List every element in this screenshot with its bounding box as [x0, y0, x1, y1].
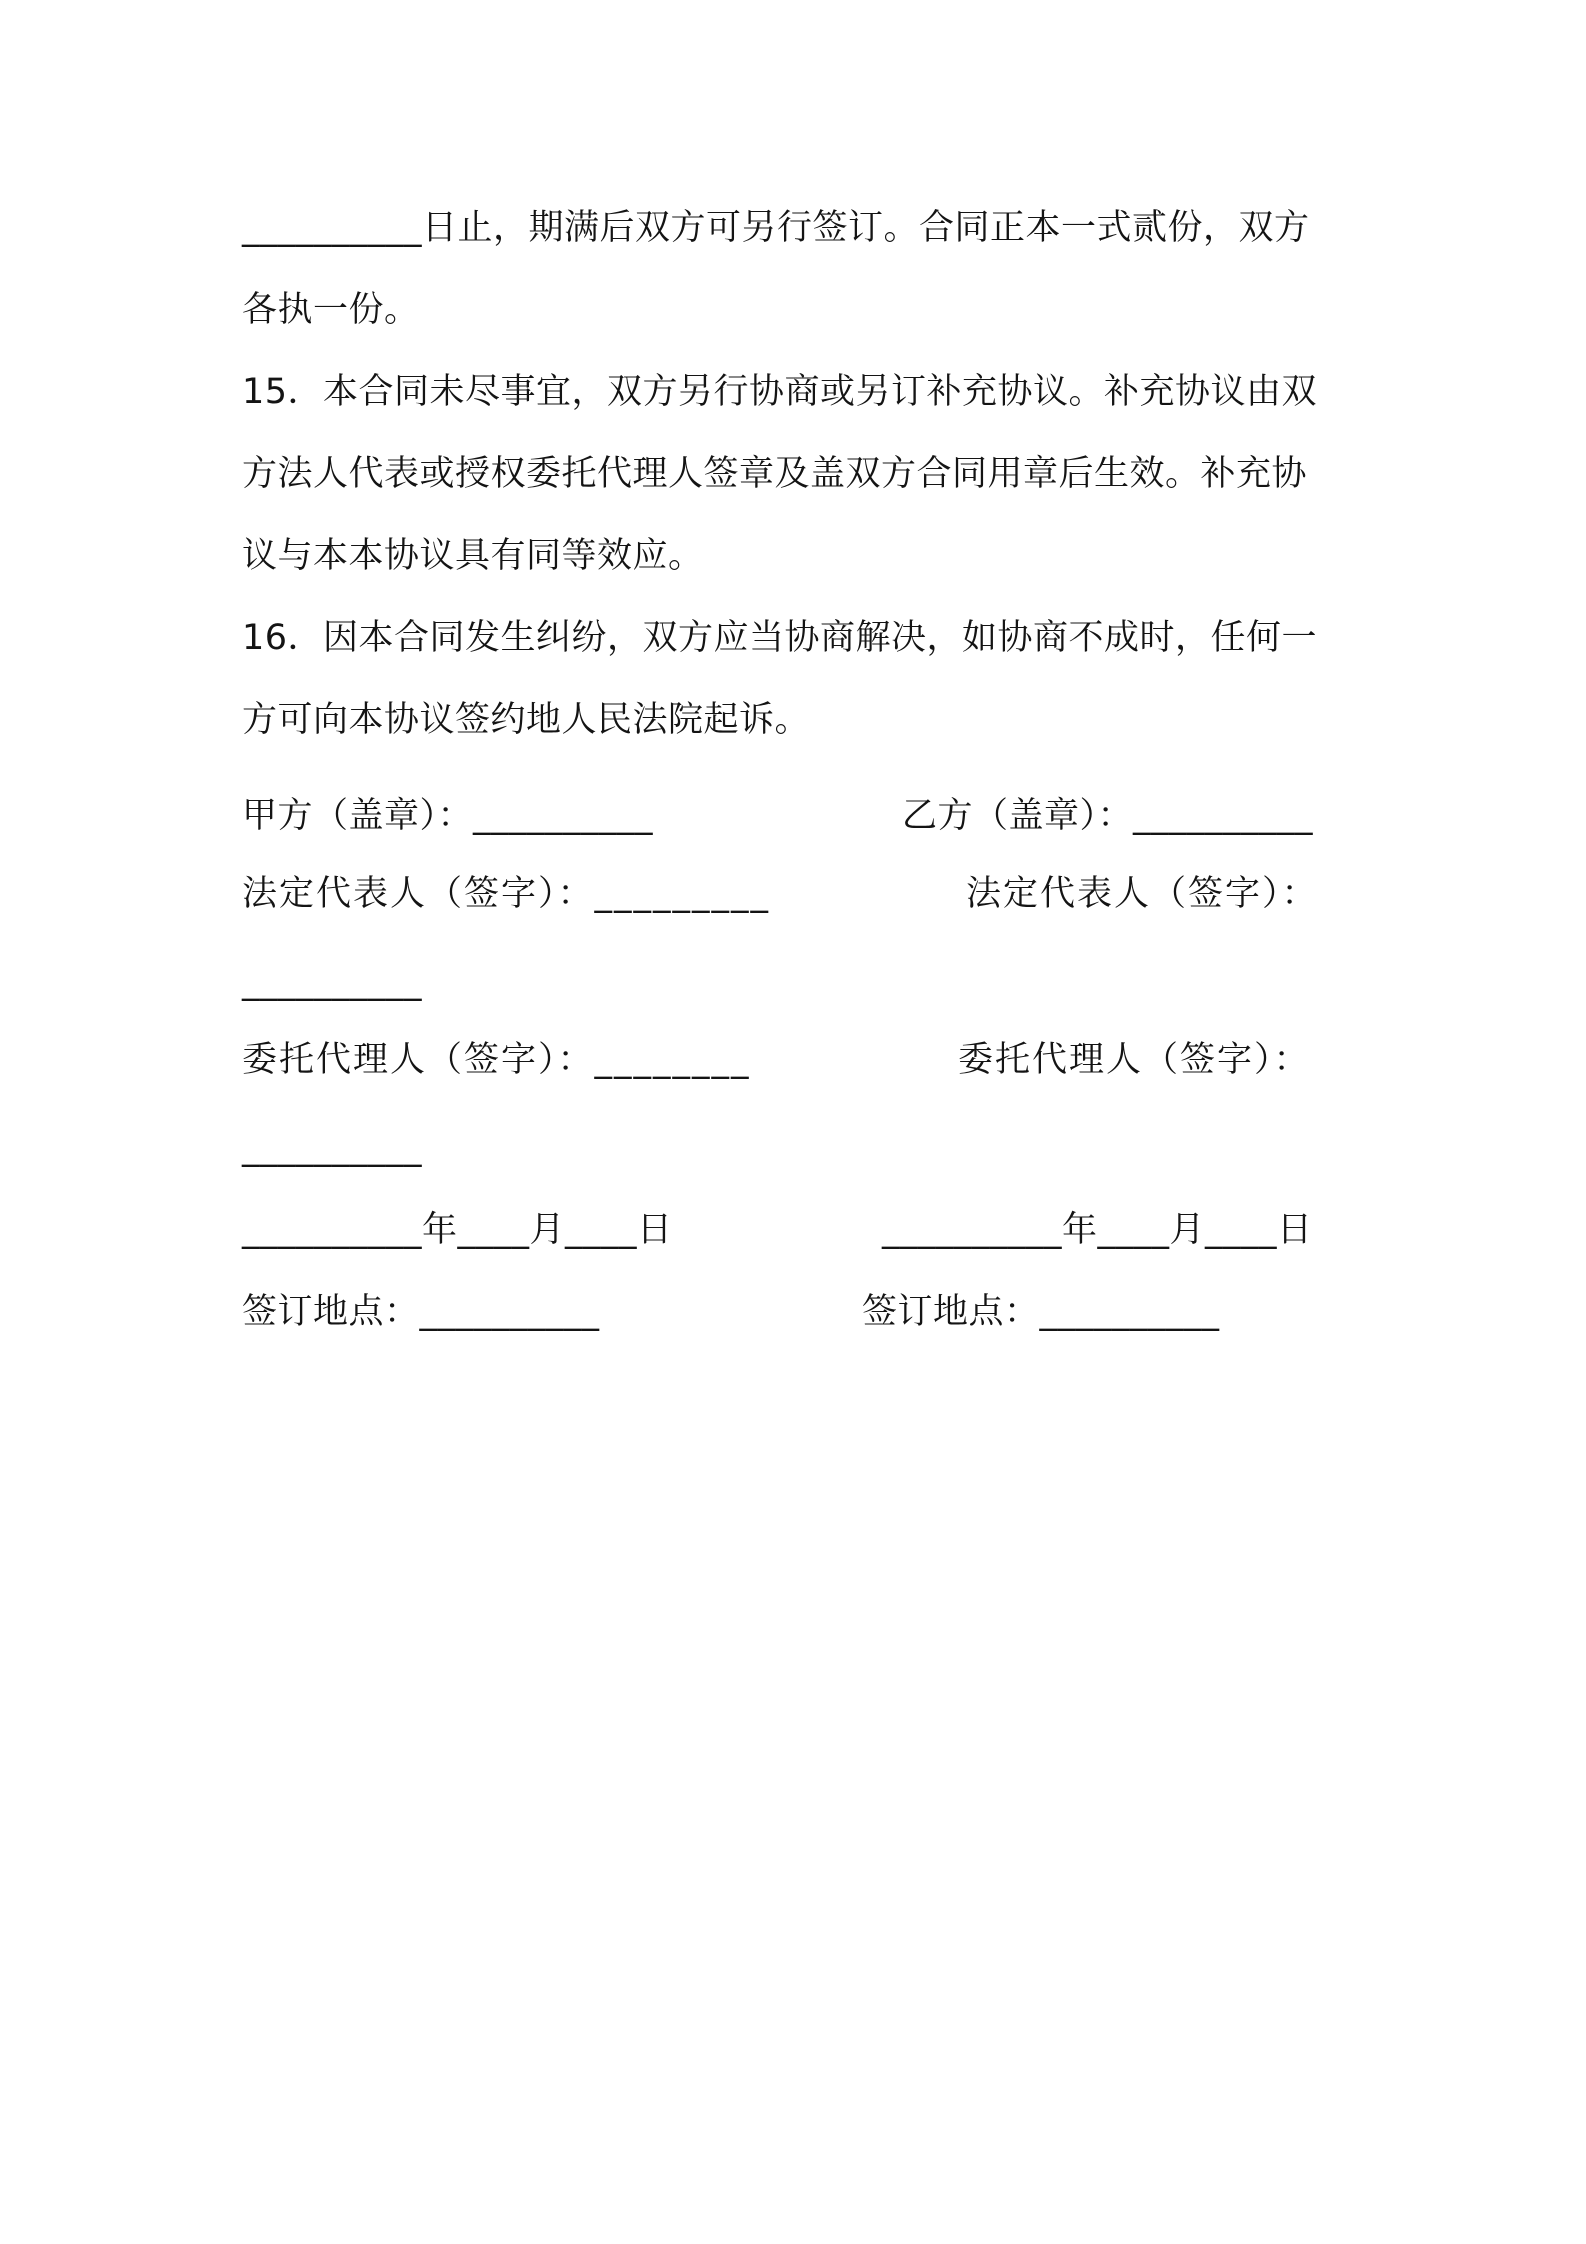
- clause-16-line-2: 方可向本协议签约地人民法院起诉。: [242, 700, 811, 740]
- party-a-date: __________年____月____日: [242, 1210, 673, 1250]
- party-b-signing-place: 签订地点：__________: [862, 1292, 1220, 1332]
- party-a-legal-rep: 法定代表人（签字）：_________: [242, 874, 771, 914]
- party-a-agent-blank: __________: [242, 1128, 422, 1168]
- clause-15-line-3: 议与本本协议具有同等效应。: [242, 536, 704, 576]
- party-a-legal-rep-blank: __________: [242, 962, 422, 1002]
- body-line-1: __________日止，期满后双方可另行签订。合同正本一式贰份，双方: [242, 208, 1310, 248]
- clause-15-line-1: 15．本合同未尽事宜，双方另行协商或另订补充协议。补充协议由双: [242, 372, 1318, 412]
- clause-15-line-2: 方法人代表或授权委托代理人签章及盖双方合同用章后生效。补充协: [242, 454, 1308, 494]
- party-a-signing-place: 签订地点：__________: [242, 1292, 600, 1332]
- clause-16-line-1: 16．因本合同发生纠纷，双方应当协商解决，如协商不成时，任何一: [242, 618, 1318, 658]
- party-b-seal: 乙方（盖章）：__________: [902, 796, 1314, 836]
- body-line-2: 各执一份。: [242, 290, 420, 330]
- party-a-seal: 甲方（盖章）：__________: [242, 796, 654, 836]
- party-b-date: __________年____月____日: [882, 1210, 1313, 1250]
- party-b-agent: 委托代理人（签字）：: [958, 1040, 1311, 1080]
- party-b-legal-rep: 法定代表人（签字）：: [966, 874, 1319, 914]
- party-a-agent: 委托代理人（签字）：________: [242, 1040, 751, 1080]
